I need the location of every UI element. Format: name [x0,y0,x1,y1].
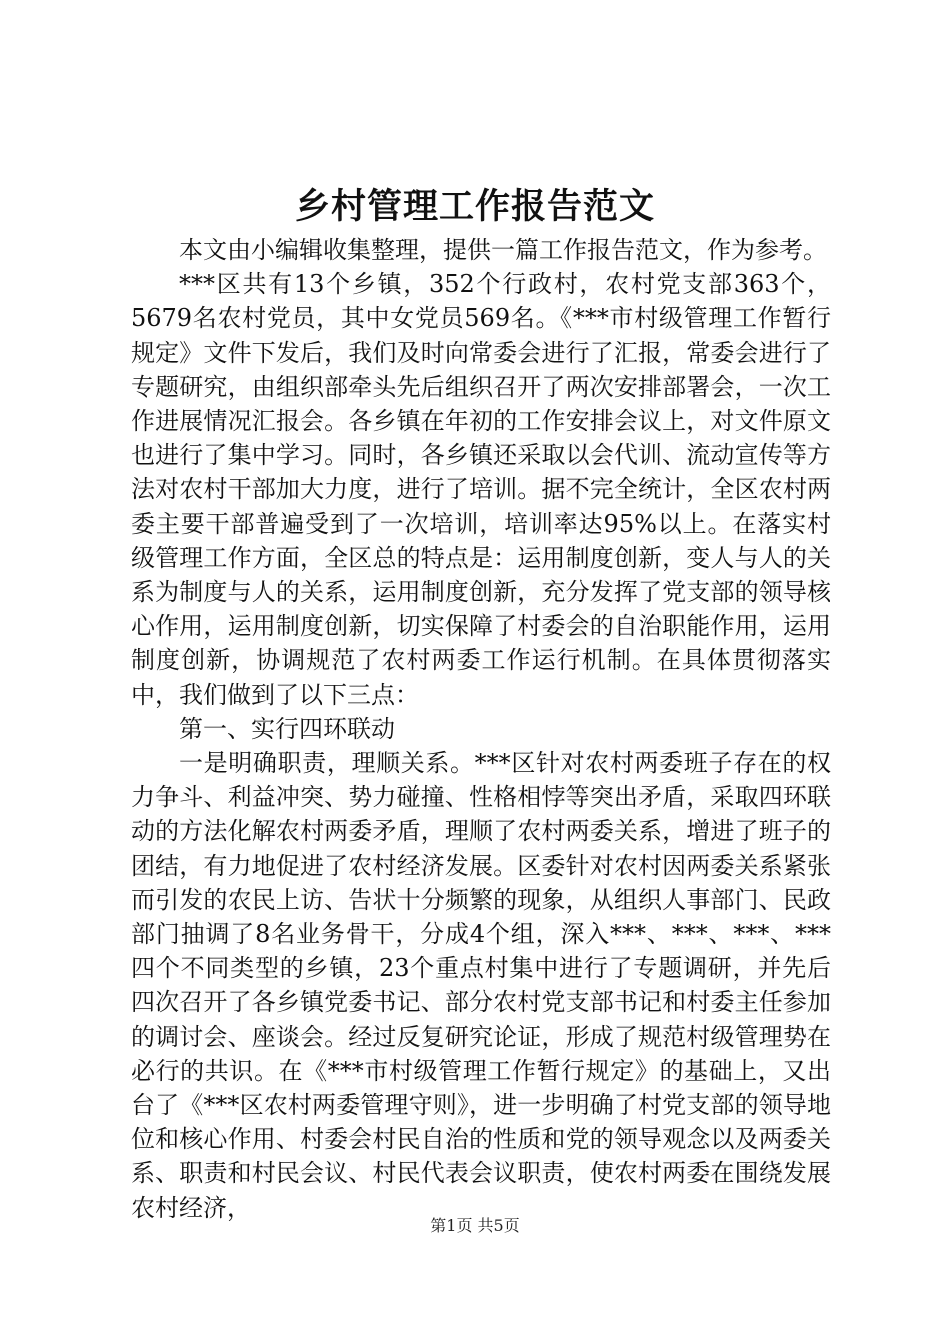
paragraph-intro: 本文由小编辑收集整理，提供一篇工作报告范文，作为参考。 [179,236,827,264]
paragraph-section-1: 一是明确职责，理顺关系。***区针对农村两委班子存在的权力争斗、利益冲突、势力碰撞、性格相悖等突出矛盾，采取四环联动的方法化解农村两委矛盾，理顺了农村两委关系，增进了班子的团结，有力地促进了农村经济发展。区委针对农村因两委关系紧张而引发的农民上访、告状十分频繁的现象，从组织人事部门、民政部门抽调了8名业务骨干，分成4个组，深入***、***、***、***四个不同类型的乡镇，23个重点村集中进行了专题调研，并先后四次召开了各乡镇党委书记、部分农村党支部书记和村委主任参加的调讨会、座谈会。经过反复研究论证，形成了规范村级管理势在必行的共识。在《***市村级管理工作暂行规定》的基础上，又出台了《***区农村两委管理守则》，进一步明确了村党支部的领导地位和核心作用、村委会村民自治的性质和党的领导观念以及两委关系、职责和村民会议、村民代表会议职责，使农村两委在围绕发展农村经济， [131,749,831,1222]
paragraph-overview: ***区共有13个乡镇，352个行政村，农村党支部363个，5679名农村党员，其中女党员569名。《***市村级管理工作暂行规定》文件下发后，我们及时向常委会进行了汇报，常委会进行了专题研究，由组织部牵头先后组织召开了两次安排部署会，一次工作进展情况汇报会。各乡镇在年初的工作安排会议上，对文件原文也进行了集中学习。同时，各乡镇还采取以会代训、流动宣传等方法对农村干部加大力度，进行了培训。据不完全统计，全区农村两委主要干部普遍受到了一次培训，培训率达95%以上。在落实村级管理工作方面，全区总的特点是：运用制度创新，变人与人的关系为制度与人的关系，运用制度创新，充分发挥了党支部的领导核心作用，运用制度创新，切实保障了村委会的自治职能作用，运用制度创新，协调规范了农村两委工作运行机制。在具体贯彻落实中，我们做到了以下三点： [131,270,831,709]
section-heading: 第一、实行四环联动 [179,714,395,743]
document-title: 乡村管理工作报告范文 [294,186,655,227]
page-number-footer: 第1页 共5页 [430,1216,520,1235]
document-body [131,233,831,1225]
